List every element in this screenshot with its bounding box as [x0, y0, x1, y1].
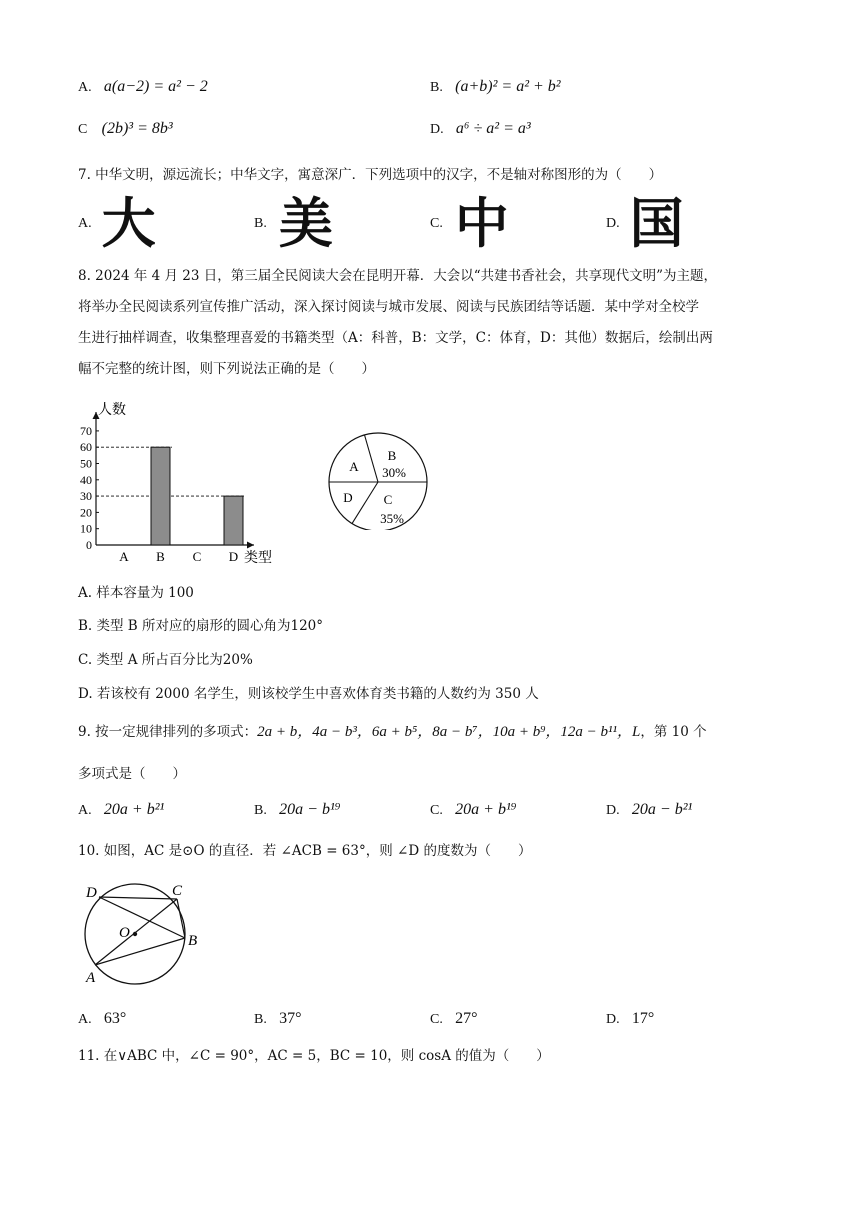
pie-percent-c: 35% [380, 511, 404, 526]
q10-option-d: D. 17° [606, 1010, 655, 1027]
circle-diagram [78, 878, 210, 990]
q6-option-b: B. (a+b)² = a² + b² [430, 78, 561, 95]
q7-char-mei: 美 [278, 192, 333, 255]
x-tick-label: A [119, 549, 129, 564]
x-tick-label: D [228, 549, 239, 564]
q8-option-a: A. 样本容量为 100 [78, 585, 194, 601]
point-label-o: O [119, 925, 130, 941]
segment-ca [95, 899, 177, 965]
segment-dc [99, 897, 177, 899]
y-tick-label: 70 [80, 423, 92, 438]
q6-option-d-expr: a⁶ ÷ a² = a³ [455, 120, 531, 137]
pie-label-d: D [343, 490, 353, 505]
q7-option-b: B. 美 [254, 192, 333, 255]
q6-option-d: D. a⁶ ÷ a² = a³ [430, 120, 531, 137]
x-tick-label: B [156, 549, 165, 564]
q7-option-d: D. 国 [606, 192, 684, 255]
bar-b [151, 447, 170, 545]
y-tick-label: 40 [80, 472, 92, 487]
segment-cb [177, 899, 185, 938]
pie-label-b: B [387, 448, 397, 463]
q10-stem: 10. 如图，AC 是⊙O 的直径．若 ∠ACB = 63°，则 ∠D 的度数为（ ） [78, 843, 532, 859]
q9-option-c: C. 20a + b¹⁹ [430, 801, 517, 818]
q10-option-a: A. 63° [78, 1010, 127, 1027]
q7-stem: 7. 中华文明，源远流长；中华文字，寓意深广．下列选项中的汉字，不是轴对称图形的为（ ） [78, 167, 663, 183]
point-label-c: C [172, 883, 183, 899]
x-axis-label: 类型 [244, 551, 272, 566]
point-label-a: A [86, 970, 96, 986]
pie-chart [325, 432, 431, 530]
y-tick-label: 20 [80, 505, 92, 520]
y-tick-label: 60 [80, 440, 92, 455]
q9-option-d: D. 20a − b²¹ [606, 801, 693, 818]
pie-percent-b: 30% [382, 465, 406, 480]
bar-d [224, 496, 243, 545]
center-o-dot [133, 932, 137, 936]
q8-option-c: C. 类型 A 所占百分比为20% [78, 652, 253, 668]
q9-stem-line2: 多项式是（ ） [78, 766, 186, 782]
q7-char-guo: 国 [629, 192, 684, 255]
q10-option-c: C. 27° [430, 1010, 478, 1027]
q6-option-c: C (2b)³ = 8b³ [78, 120, 173, 137]
q9-option-a: A. 20a + b²¹ [78, 801, 165, 818]
q8-stem: 8. 2024 年 4 月 23 日，第三届全民阅读大会在昆明开幕．大会以“共建书香社会，共享现代文明”为主题， 将举办全民阅读系列宣传推广活动，深入探讨阅读与城市发展、阅读与民族团结等话题．某中学对全校学 生进行抽样调查，收集整理喜爱的书籍类型（A：科普，B：文学，C：体育，D：其他）数据后，绘制出两 幅不完整的统计图，则下列说法正确的是（ ） [78, 268, 718, 377]
x-axis-arrow [247, 542, 254, 549]
q7-char-zhong: 中 [454, 192, 509, 255]
y-tick-label: 30 [80, 489, 92, 504]
q6-option-b-expr: (a+b)² = a² + b² [455, 78, 561, 95]
q8-option-d: D. 若该校有 2000 名学生，则该校学生中喜欢体育类书籍的人数约为 350 人 [78, 686, 539, 702]
y-tick-label: 0 [86, 538, 92, 552]
y-tick-label: 50 [80, 456, 92, 471]
q11-stem: 11. 在∨ABC 中，∠C = 90°，AC = 5，BC = 10，则 cosA 的值为（ ） [78, 1048, 550, 1064]
q8-option-b: B. 类型 B 所对应的扇形的圆心角为120° [78, 618, 324, 634]
q7-option-c: C. 中 [430, 192, 509, 255]
pie-label-c: C [383, 492, 393, 507]
q9-stem: 9. 按一定规律排列的多项式：2a + b，4a − b³，6a + b⁵，8a − b⁷，10a + b⁹，12a − b¹¹，L，第 10 个 [78, 724, 707, 740]
q9-option-b: B. 20a − b¹⁹ [254, 801, 341, 818]
point-label-d: D [86, 885, 97, 901]
y-tick-label: 10 [80, 521, 92, 536]
y-axis-label: 人数 [98, 403, 126, 418]
segment-ab [95, 938, 185, 965]
point-label-b: B [188, 933, 198, 949]
bar-chart [78, 398, 278, 566]
q7-char-da: 大 [101, 192, 156, 255]
q6-option-a-expr: a(a−2) = a² − 2 [103, 78, 208, 95]
q6-option-c-expr: (2b)³ = 8b³ [101, 120, 173, 137]
q6-option-a: A. a(a−2) = a² − 2 [78, 78, 208, 95]
x-tick-label: C [192, 549, 202, 564]
q7-option-a: A. 大 [78, 192, 156, 255]
q10-option-b: B. 37° [254, 1010, 302, 1027]
pie-label-a: A [349, 459, 359, 474]
q9-sequence: 2a + b，4a − b³，6a + b⁵，8a − b⁷，10a + b⁹，12a − b¹¹，L [257, 724, 641, 740]
